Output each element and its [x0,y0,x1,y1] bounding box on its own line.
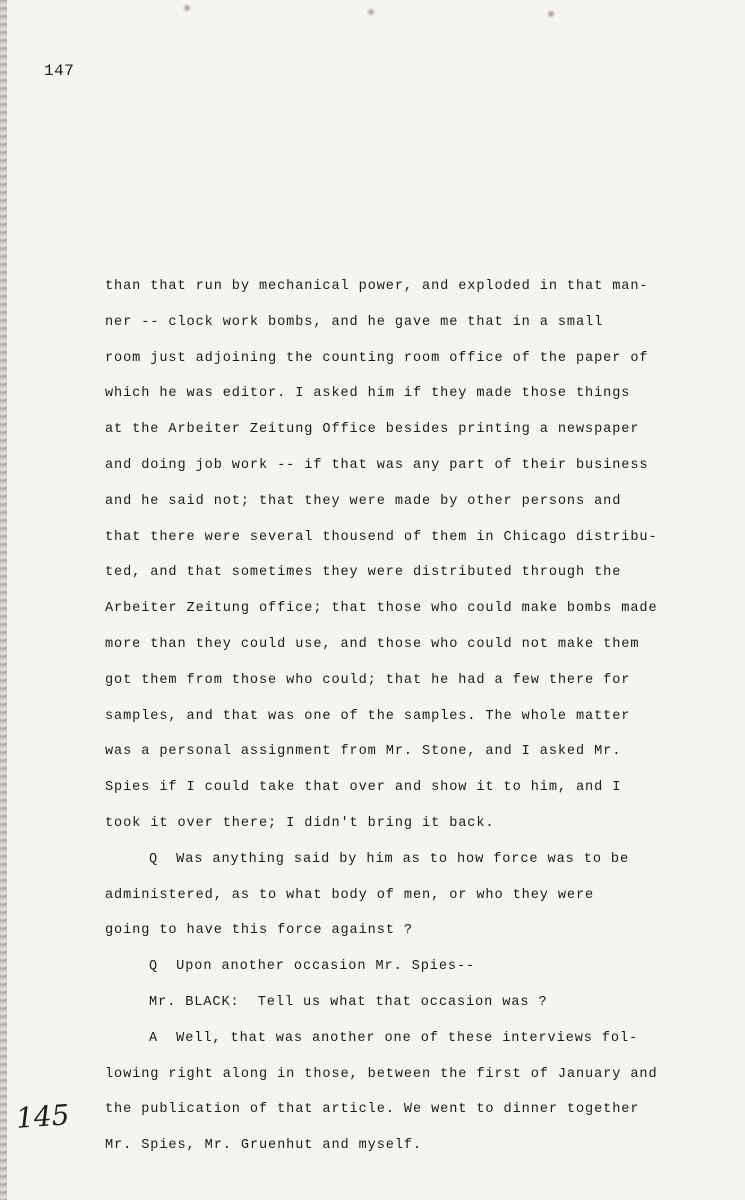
transcript-line: was a personal assignment from Mr. Stone, and I asked Mr. [105,744,622,760]
scan-edge [0,0,7,1200]
transcript-line: ted, and that sometimes they were distributed through the [105,565,622,581]
transcript-line: Mr. Spies, Mr. Gruenhut and myself. [105,1138,423,1154]
transcript-line: administered, as to what body of men, or who they were [105,887,595,903]
transcript-line: samples, and that was one of the samples. The whole matter [105,708,631,724]
speck [546,10,556,18]
transcript-line: got them from those who could; that he had a few there for [105,672,631,688]
speck [366,8,376,16]
transcript-line: than that run by mechanical power, and exploded in that man- [105,279,649,294]
transcript-line: and doing job work -- if that was any part of their business [105,457,649,473]
transcript-line: more than they could use, and those who could not make them [105,636,640,652]
transcript-line: took it over there; I didn't bring it back. [105,815,495,831]
handwritten-margin-note: 145 [14,1098,71,1135]
transcript-line: room just adjoining the counting room office of the paper of [105,350,649,366]
question-line: Q Was anything said by him as to how force was to be [149,851,630,867]
transcript-line: Arbeiter Zeitung office; that those who could make bombs made [105,601,658,617]
transcript-line: ner -- clock work bombs, and he gave me that in a small [105,314,604,330]
scan-specks [170,0,570,22]
transcript-line: going to have this force against ? [105,923,413,939]
transcript-line: Spies if I could take that over and show it to him, and I [105,780,622,796]
transcript-line: lowing right along in those, between the first of January and [105,1066,658,1082]
speck [182,4,192,12]
transcript-line: and he said not; that they were made by other persons and [105,493,622,509]
transcript-line: at the Arbeiter Zeitung Office besides printing a newspaper [105,422,640,438]
speaker-line: Mr. BLACK: Tell us what that occasion was ? [149,994,548,1010]
question-line: Q Upon another occasion Mr. Spies-- [149,959,476,975]
transcript-body [105,274,705,1169]
answer-line: A Well, that was another one of these interviews fol- [149,1030,639,1046]
transcript-line: that there were several thousend of them in Chicago distribu- [105,529,658,545]
page-number: 147 [44,62,75,80]
transcript-line: which he was editor. I asked him if they made those things [105,386,631,402]
transcript-line: the publication of that article. We went to dinner together [105,1102,640,1118]
